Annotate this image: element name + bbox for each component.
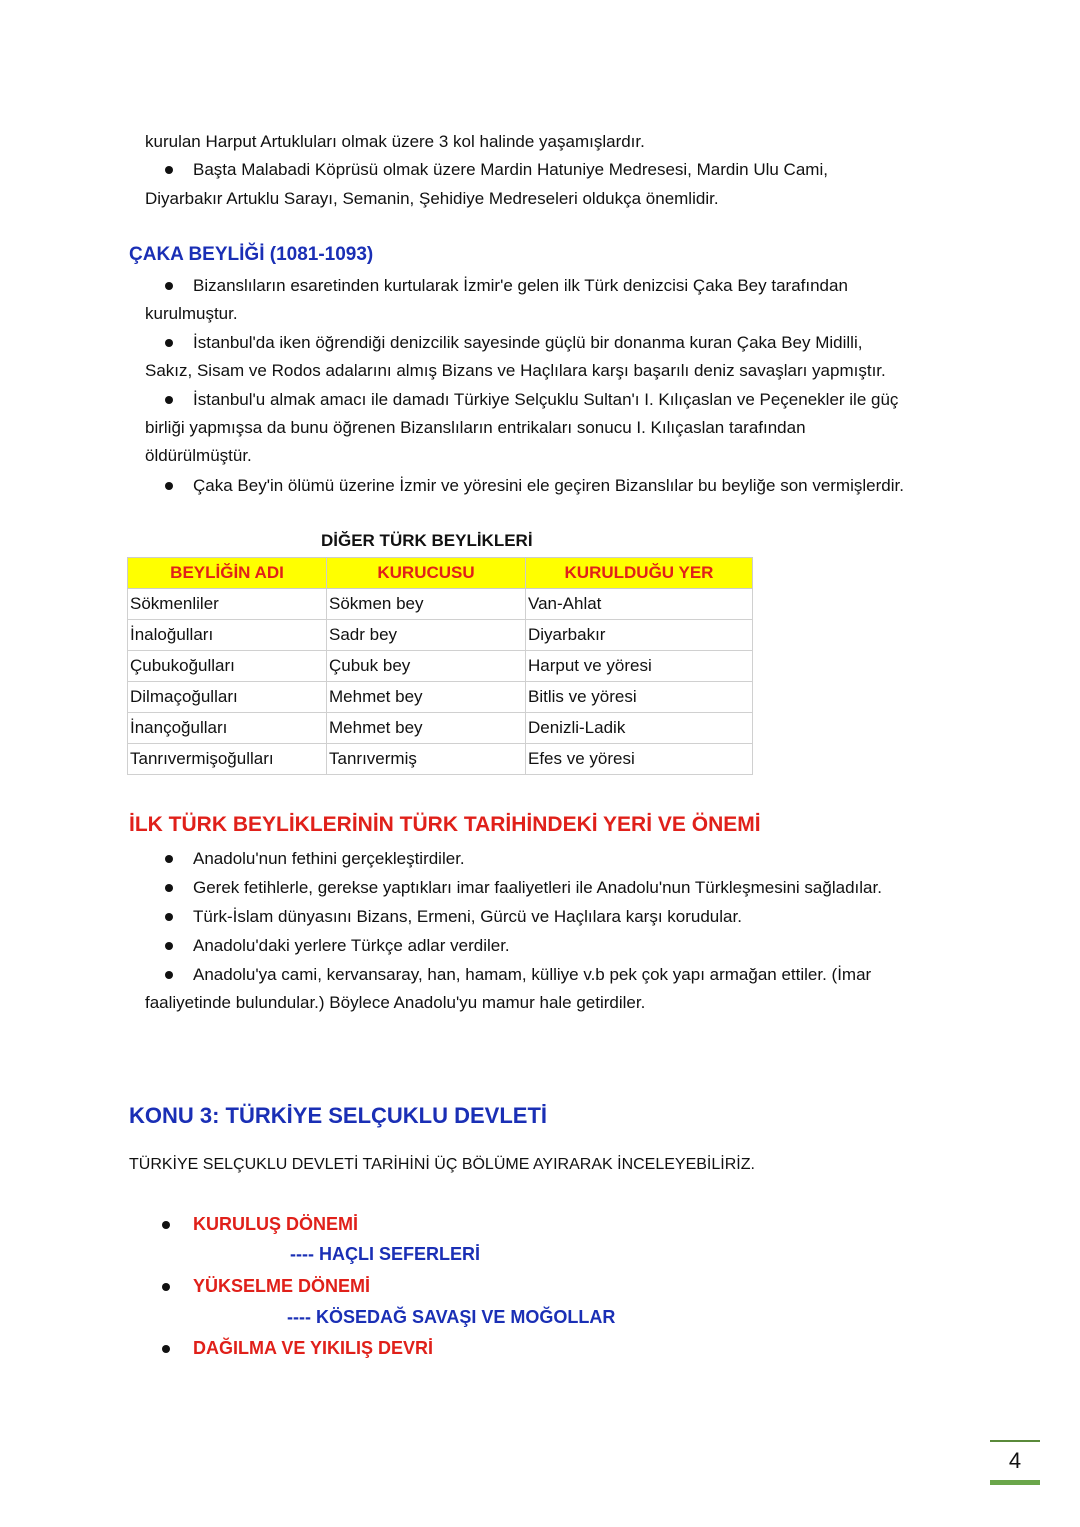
sub-hacli-seferleri: ---- HAÇLI SEFERLERİ	[290, 1244, 480, 1264]
table-row	[128, 713, 753, 744]
table-title: DİĞER TÜRK BEYLİKLERİ	[321, 531, 533, 550]
table-cell: Dilmaçoğulları	[128, 682, 327, 713]
bullet-icon	[162, 1221, 170, 1229]
bullet-icon	[165, 482, 173, 490]
table-cell: İnançoğulları	[128, 713, 327, 744]
onemi-bullet-1: Anadolu'nun fethini gerçekleştirdiler.	[193, 849, 465, 868]
intro-bullet-text: Başta Malabadi Köprüsü olmak üzere Mardin Hatuniye Medresesi, Mardin Ulu Cami,	[193, 160, 828, 179]
caka-heading: ÇAKA BEYLİĞİ (1081-1093)	[129, 244, 374, 265]
table-row	[128, 744, 753, 775]
beylik-table	[127, 557, 753, 775]
table-cell: İnaloğulları	[128, 620, 327, 651]
table-row	[128, 682, 753, 713]
intro-line: kurulan Harput Artukluları olmak üzere 3 kol halinde yaşamışlardır.	[145, 132, 645, 151]
table-header-row	[128, 558, 753, 589]
caka-bullet-2: İstanbul'da iken öğrendiği denizcilik sayesinde güçlü bir donanma kuran Çaka Bey Midilli,	[193, 333, 863, 352]
table-cell: Çubukoğulları	[128, 651, 327, 682]
table-cell: Harput ve yöresi	[526, 651, 753, 682]
bullet-icon	[165, 396, 173, 404]
caka-bullet-1-cont: kurulmuştur.	[145, 304, 238, 323]
table-cell: Van-Ahlat	[526, 589, 753, 620]
period-yukselme: YÜKSELME DÖNEMİ	[193, 1276, 371, 1296]
table-row	[128, 589, 753, 620]
table-cell: Sökmenliler	[128, 589, 327, 620]
onemi-heading: İLK TÜRK BEYLİKLERİNİN TÜRK TARİHİNDEKİ YERİ VE ÖNEMİ	[129, 813, 761, 836]
page-number-rule	[990, 1440, 1040, 1442]
table-cell: Efes ve yöresi	[526, 744, 753, 775]
bullet-icon	[165, 884, 173, 892]
column-header: KURUCUSU	[327, 558, 526, 589]
caka-bullet-3: İstanbul'u almak amacı ile damadı Türkiye Selçuklu Sultan'ı I. Kılıçaslan ve Peçenekler ile güç	[193, 390, 899, 409]
table-cell: Denizli-Ladik	[526, 713, 753, 744]
period-dagilma: DAĞILMA VE YIKILIŞ DEVRİ	[193, 1338, 434, 1358]
caka-bullet-3-cont2: öldürülmüştür.	[145, 446, 252, 465]
table-cell: Mehmet bey	[327, 713, 526, 744]
bullet-icon	[162, 1345, 170, 1353]
table-row	[128, 651, 753, 682]
table-cell: Tanrıvermiş	[327, 744, 526, 775]
table-cell: Tanrıvermişoğulları	[128, 744, 327, 775]
table-row	[128, 620, 753, 651]
onemi-bullet-5: Anadolu'ya cami, kervansaray, han, hamam, külliye v.b pek çok yapı armağan ettiler. (İmar	[193, 965, 872, 984]
onemi-bullet-5-cont: faaliyetinde bulundular.) Böylece Anadolu'yu mamur hale getirdiler.	[145, 993, 646, 1012]
onemi-bullet-3: Türk-İslam dünyasını Bizans, Ermeni, Gürcü ve Haçlılara karşı korudular.	[193, 907, 742, 926]
konu3-heading: KONU 3: TÜRKİYE SELÇUKLU DEVLETİ	[129, 1103, 548, 1128]
bullet-icon	[165, 855, 173, 863]
table-cell: Mehmet bey	[327, 682, 526, 713]
caka-bullet-3-cont: birliği yapmışsa da bunu öğrenen Bizanslıların entrikaları sonucu I. Kılıçaslan tarafından	[145, 418, 806, 437]
table-cell: Sökmen bey	[327, 589, 526, 620]
konu3-intro: TÜRKİYE SELÇUKLU DEVLETİ TARİHİNİ ÜÇ BÖLÜME AYIRARAK İNCELEYEBİLİRİZ.	[129, 1156, 755, 1173]
column-header: BEYLİĞİN ADI	[128, 558, 327, 589]
onemi-bullet-2: Gerek fetihlerle, gerekse yaptıkları imar faaliyetleri ile Anadolu'nun Türkleşmesini sağladılar.	[193, 878, 882, 897]
bullet-icon	[165, 913, 173, 921]
bullet-icon	[162, 1283, 170, 1291]
caka-bullet-2-cont: Sakız, Sisam ve Rodos adalarını almış Bizans ve Haçlılara karşı başarılı deniz savaşları yapmıştır.	[145, 361, 886, 380]
bullet-icon	[165, 942, 173, 950]
table-cell: Bitlis ve yöresi	[526, 682, 753, 713]
caka-bullet-1: Bizanslıların esaretinden kurtularak İzmir'e gelen ilk Türk denizcisi Çaka Bey tarafından	[193, 276, 848, 295]
bullet-icon	[165, 971, 173, 979]
table-cell: Diyarbakır	[526, 620, 753, 651]
sub-kosedag: ---- KÖSEDAĞ SAVAŞI VE MOĞOLLAR	[287, 1307, 616, 1327]
period-kurulus: KURULUŞ DÖNEMİ	[193, 1214, 358, 1234]
table-cell: Sadr bey	[327, 620, 526, 651]
column-header: KURULDUĞU YER	[526, 558, 753, 589]
page-number: 4	[1008, 1448, 1022, 1473]
table-cell: Çubuk bey	[327, 651, 526, 682]
bullet-icon	[165, 339, 173, 347]
page-number-bar	[990, 1480, 1040, 1485]
onemi-bullet-4: Anadolu'daki yerlere Türkçe adlar verdiler.	[193, 936, 510, 955]
caka-bullet-4: Çaka Bey'in ölümü üzerine İzmir ve yöresini ele geçiren Bizanslılar bu beyliğe son vermişlerdir.	[193, 476, 904, 495]
bullet-icon	[165, 282, 173, 290]
bullet-icon	[165, 166, 173, 174]
intro-bullet-text-cont: Diyarbakır Artuklu Sarayı, Semanin, Şehidiye Medreseleri oldukça önemlidir.	[145, 189, 719, 208]
